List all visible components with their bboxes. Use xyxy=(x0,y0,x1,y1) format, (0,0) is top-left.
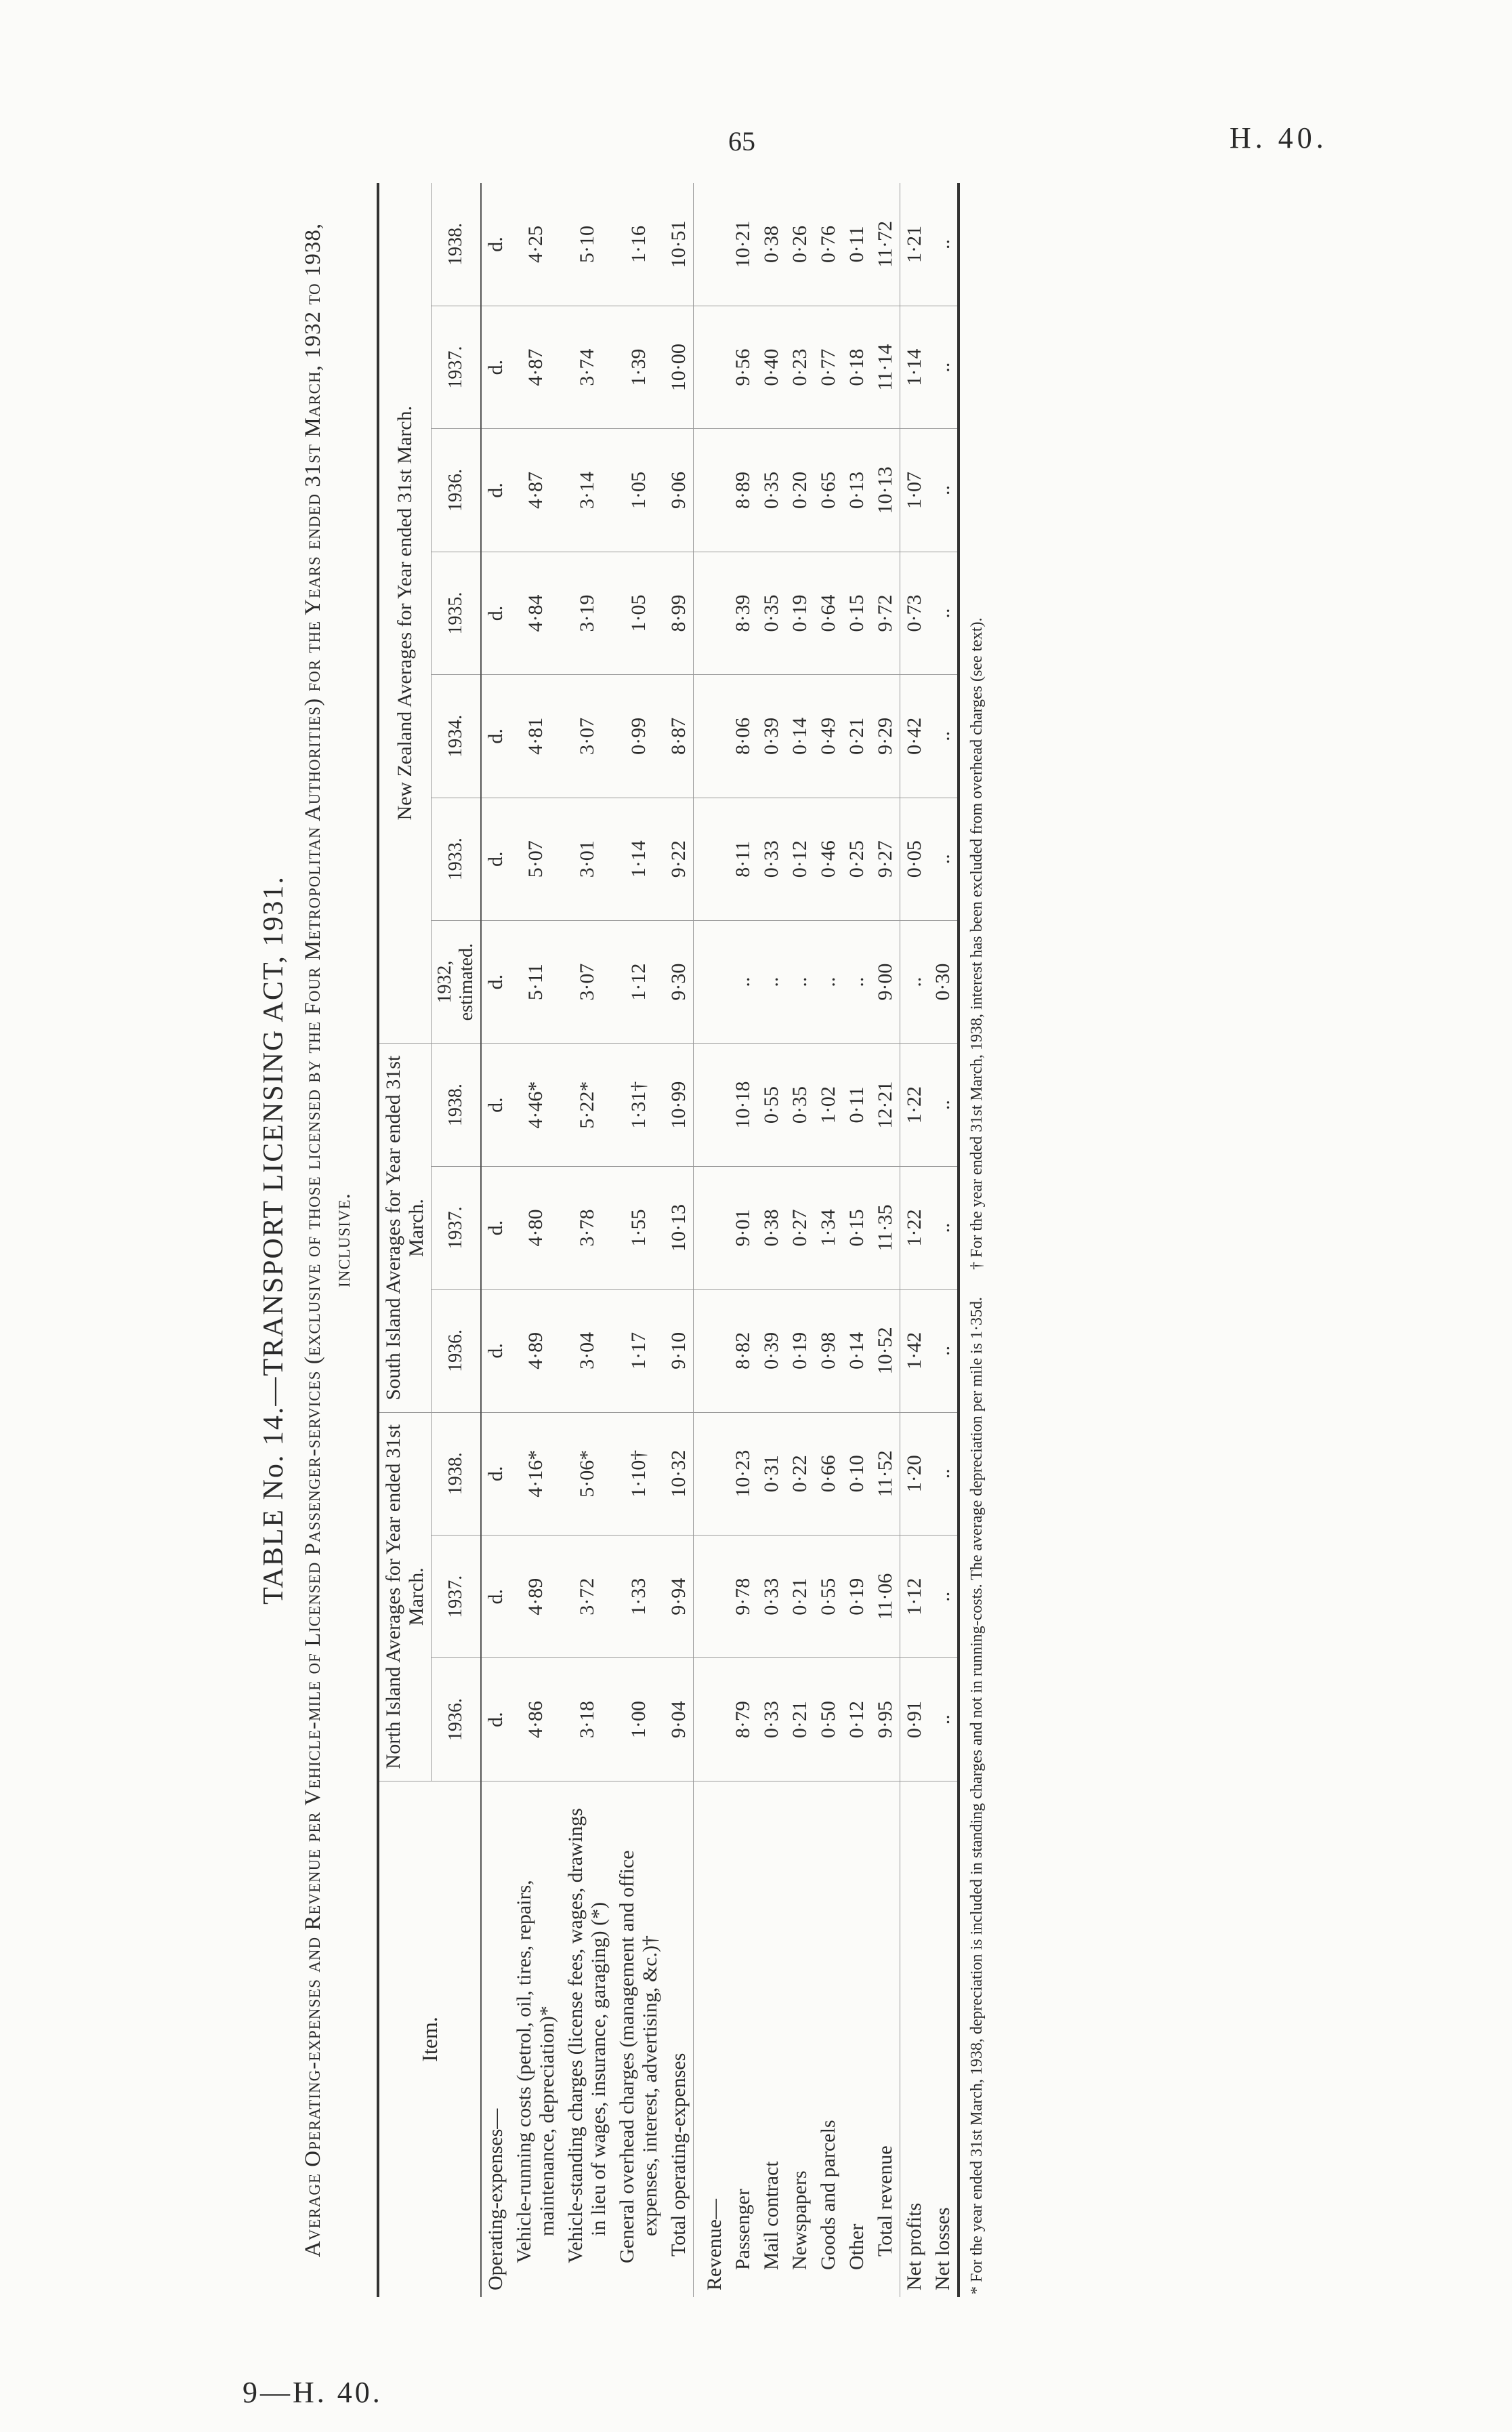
value-cell: .. xyxy=(729,920,757,1043)
unit-cell: d. xyxy=(481,183,510,306)
value-cell: 9·95 xyxy=(871,1658,900,1781)
value-cell: 3·74 xyxy=(562,306,613,428)
table-title: TABLE No. 14.—TRANSPORT LICENSING ACT, 1931. xyxy=(258,875,289,1605)
value-cell: 0·38 xyxy=(757,1166,786,1289)
value-cell: 0·21 xyxy=(786,1535,814,1657)
value-cell: 5·11 xyxy=(510,920,562,1043)
footnotes xyxy=(968,176,986,2294)
value-cell: 4·89 xyxy=(510,1290,562,1412)
value-cell: 0·91 xyxy=(900,1658,929,1781)
row-label: Newspapers xyxy=(789,2170,811,2270)
value-cell: 0·39 xyxy=(757,1290,786,1412)
row-label: Vehicle-running costs (petrol, oil, tires, repairs, maintenance, depreciation)* xyxy=(513,1880,558,2263)
new-zealand-header: New Zealand Averages for Year ended 31st March. xyxy=(378,183,432,1044)
value-cell: 0·30 xyxy=(929,920,959,1043)
value-cell: 1·02 xyxy=(814,1044,843,1166)
unit-row xyxy=(481,183,510,2297)
value-cell: 3·07 xyxy=(562,675,613,798)
value-cell: 0·73 xyxy=(900,552,929,674)
value-cell: 0·21 xyxy=(843,675,871,798)
value-cell: 5·06* xyxy=(562,1412,613,1535)
value-cell: 1·12 xyxy=(900,1535,929,1657)
value-cell: 9·30 xyxy=(665,920,694,1043)
value-cell: 1·34 xyxy=(814,1166,843,1289)
value-cell: 0·39 xyxy=(757,675,786,798)
value-cell: 1·12 xyxy=(613,920,665,1043)
value-cell: 0·26 xyxy=(786,183,814,306)
value-cell: 5·07 xyxy=(510,798,562,920)
value-cell: 1·05 xyxy=(613,552,665,674)
value-cell: 1·00 xyxy=(613,1658,665,1781)
item-header: Item. xyxy=(378,1781,481,2297)
year-header: 1937. xyxy=(432,1166,482,1289)
value-cell: 9·29 xyxy=(871,675,900,798)
value-cell: 0·15 xyxy=(843,552,871,674)
value-cell: 0·12 xyxy=(786,798,814,920)
unit-cell: d. xyxy=(481,1535,510,1657)
year-header: 1938. xyxy=(432,1044,482,1166)
value-cell: 0·35 xyxy=(757,552,786,674)
value-cell: .. xyxy=(843,920,871,1043)
value-cell: 9·00 xyxy=(871,920,900,1043)
value-cell: .. xyxy=(929,1658,959,1781)
value-cell: 1·05 xyxy=(613,429,665,552)
row-label: Net profits xyxy=(900,1781,929,2297)
value-cell: 8·79 xyxy=(729,1658,757,1781)
value-cell: 4·86 xyxy=(510,1658,562,1781)
value-cell: 1·55 xyxy=(613,1166,665,1289)
value-cell: 0·77 xyxy=(814,306,843,428)
value-cell: 5·22* xyxy=(562,1044,613,1166)
value-cell: 0·35 xyxy=(757,429,786,552)
value-cell: 9·78 xyxy=(729,1535,757,1657)
unit-cell: d. xyxy=(481,675,510,798)
value-cell: .. xyxy=(929,306,959,428)
table-row xyxy=(665,183,694,2297)
footnote: † For the year ended 31st March, 1938, interest has been excluded from overhead charges (see text). xyxy=(968,617,986,1270)
value-cell: 4·25 xyxy=(510,183,562,306)
value-cell: 5·10 xyxy=(562,183,613,306)
row-label: Total revenue xyxy=(874,2145,896,2256)
value-cell: 3·78 xyxy=(562,1166,613,1289)
value-cell: 3·14 xyxy=(562,429,613,552)
value-cell: 0·99 xyxy=(613,675,665,798)
unit-cell: d. xyxy=(481,1412,510,1535)
value-cell: .. xyxy=(929,798,959,920)
value-cell: 0·19 xyxy=(786,552,814,674)
value-cell: 0·12 xyxy=(843,1658,871,1781)
value-cell: 3·07 xyxy=(562,920,613,1043)
value-cell: 1·17 xyxy=(613,1290,665,1412)
value-cell: .. xyxy=(929,1044,959,1166)
south-island-header: South Island Averages for Year ended 31st March. xyxy=(378,1044,432,1412)
value-cell: 4·80 xyxy=(510,1166,562,1289)
value-cell: 0·21 xyxy=(786,1658,814,1781)
value-cell: 0·33 xyxy=(757,798,786,920)
value-cell: 0·35 xyxy=(786,1044,814,1166)
value-cell: 8·06 xyxy=(729,675,757,798)
value-cell: 0·55 xyxy=(757,1044,786,1166)
value-cell: 9·10 xyxy=(665,1290,694,1412)
value-cell: 1·14 xyxy=(613,798,665,920)
value-cell: 10·51 xyxy=(665,183,694,306)
value-cell: 9·22 xyxy=(665,798,694,920)
value-cell: 0·15 xyxy=(843,1166,871,1289)
value-cell: 8·11 xyxy=(729,798,757,920)
value-cell: .. xyxy=(786,920,814,1043)
year-header: 1936. xyxy=(432,429,482,552)
row-label: Total operating-expenses xyxy=(667,2053,690,2256)
value-cell: 0·38 xyxy=(757,183,786,306)
value-cell: 10·99 xyxy=(665,1044,694,1166)
value-cell: 4·87 xyxy=(510,429,562,552)
value-cell: 8·39 xyxy=(729,552,757,674)
value-cell: 9·06 xyxy=(665,429,694,552)
value-cell: 9·01 xyxy=(729,1166,757,1289)
table-row xyxy=(843,183,871,2297)
value-cell: 11·06 xyxy=(871,1535,900,1657)
value-cell: .. xyxy=(757,920,786,1043)
value-cell: 1·22 xyxy=(900,1166,929,1289)
value-cell: 8·99 xyxy=(665,552,694,674)
year-header: 1935. xyxy=(432,552,482,674)
year-header: 1934. xyxy=(432,675,482,798)
value-cell: .. xyxy=(929,1290,959,1412)
value-cell: 10·13 xyxy=(665,1166,694,1289)
value-cell: 0·19 xyxy=(843,1535,871,1657)
value-cell: .. xyxy=(929,1535,959,1657)
year-header: 1937. xyxy=(432,1535,482,1657)
value-cell: .. xyxy=(929,552,959,674)
value-cell: 9·72 xyxy=(871,552,900,674)
value-cell: 0·11 xyxy=(843,1044,871,1166)
value-cell: .. xyxy=(929,675,959,798)
value-cell: 4·81 xyxy=(510,675,562,798)
value-cell: 0·20 xyxy=(786,429,814,552)
table-row xyxy=(900,183,929,2297)
value-cell: 0·49 xyxy=(814,675,843,798)
value-cell: 0·23 xyxy=(786,306,814,428)
value-cell: 8·82 xyxy=(729,1290,757,1412)
value-cell: 0·33 xyxy=(757,1535,786,1657)
value-cell: 10·52 xyxy=(871,1290,900,1412)
value-cell: 1·22 xyxy=(900,1044,929,1166)
value-cell: 4·16* xyxy=(510,1412,562,1535)
value-cell: 0·19 xyxy=(786,1290,814,1412)
row-label: Vehicle-standing charges (license fees, wages, drawings in lieu of wages, insurance, garaging) (*) xyxy=(564,1808,610,2263)
value-cell: 1·39 xyxy=(613,306,665,428)
value-cell: 11·52 xyxy=(871,1412,900,1535)
value-cell: 3·01 xyxy=(562,798,613,920)
row-label: Passenger xyxy=(732,2189,754,2270)
value-cell: 3·04 xyxy=(562,1290,613,1412)
table-row xyxy=(929,183,959,2297)
table-row xyxy=(613,183,665,2297)
value-cell: 10·21 xyxy=(729,183,757,306)
value-cell: .. xyxy=(900,920,929,1043)
value-cell: 11·72 xyxy=(871,183,900,306)
value-cell: 10·13 xyxy=(871,429,900,552)
value-cell: 4·46* xyxy=(510,1044,562,1166)
value-cell: 3·72 xyxy=(562,1535,613,1657)
value-cell: .. xyxy=(929,1166,959,1289)
value-cell: 9·56 xyxy=(729,306,757,428)
value-cell: 12·21 xyxy=(871,1044,900,1166)
unit-cell: d. xyxy=(481,306,510,428)
table-row xyxy=(786,183,814,2297)
value-cell: 8·87 xyxy=(665,675,694,798)
printer-signature: 9—H. 40. xyxy=(243,2376,383,2409)
value-cell: 0·64 xyxy=(814,552,843,674)
value-cell: .. xyxy=(929,1412,959,1535)
year-header: 1932, estimated. xyxy=(432,920,482,1043)
value-cell: 10·32 xyxy=(665,1412,694,1535)
value-cell: 3·19 xyxy=(562,552,613,674)
value-cell: 0·65 xyxy=(814,429,843,552)
value-cell: 1·16 xyxy=(613,183,665,306)
value-cell: 0·10 xyxy=(843,1412,871,1535)
table-row xyxy=(871,183,900,2297)
table-row xyxy=(562,183,613,2297)
value-cell: 1·20 xyxy=(900,1412,929,1535)
row-label: Goods and parcels xyxy=(817,2120,839,2270)
row-label: Mail contract xyxy=(760,2161,782,2270)
unit-cell: d. xyxy=(481,552,510,674)
value-cell: .. xyxy=(929,429,959,552)
value-cell: 3·18 xyxy=(562,1658,613,1781)
value-cell: 11·14 xyxy=(871,306,900,428)
year-header: 1938. xyxy=(432,183,482,306)
value-cell: 1·33 xyxy=(613,1535,665,1657)
value-cell: 0·55 xyxy=(814,1535,843,1657)
rotated-table-page xyxy=(244,176,1246,2304)
unit-cell: d. xyxy=(481,1290,510,1412)
unit-cell: d. xyxy=(481,1658,510,1781)
value-cell: 0·98 xyxy=(814,1290,843,1412)
row-label: Other xyxy=(845,2223,868,2270)
value-cell: 0·42 xyxy=(900,675,929,798)
unit-cell: d. xyxy=(481,920,510,1043)
value-cell: 0·66 xyxy=(814,1412,843,1535)
value-cell: 1·42 xyxy=(900,1290,929,1412)
value-cell: 0·05 xyxy=(900,798,929,920)
north-island-header: North Island Averages for Year ended 31st March. xyxy=(378,1412,432,1781)
value-cell: 0·11 xyxy=(843,183,871,306)
year-header: 1938. xyxy=(432,1412,482,1535)
section-row xyxy=(694,183,730,2297)
year-header: 1933. xyxy=(432,798,482,920)
unit-cell: d. xyxy=(481,798,510,920)
value-cell: 0·31 xyxy=(757,1412,786,1535)
table-row xyxy=(814,183,843,2297)
value-cell: 4·89 xyxy=(510,1535,562,1657)
value-cell: 1·14 xyxy=(900,306,929,428)
revenue-section-label: Revenue— xyxy=(694,1781,730,2297)
value-cell: 0·25 xyxy=(843,798,871,920)
value-cell: 0·22 xyxy=(786,1412,814,1535)
value-cell: 10·23 xyxy=(729,1412,757,1535)
value-cell: 0·76 xyxy=(814,183,843,306)
value-cell: 9·27 xyxy=(871,798,900,920)
value-cell: 4·84 xyxy=(510,552,562,674)
value-cell: 8·89 xyxy=(729,429,757,552)
table-subtitle: Average Operating-expenses and Revenue per Vehicle-mile of Licensed Passenger-services (exclusive of those licensed by the Four Metropolitan Authorities) for the Years ended 31st March, 1932 to 1938, inclusive. xyxy=(301,222,355,2258)
value-cell: 1·07 xyxy=(900,429,929,552)
row-label: Net losses xyxy=(929,1781,959,2297)
operating-section-label: Operating-expenses— xyxy=(484,2108,507,2290)
value-cell: 9·94 xyxy=(665,1535,694,1657)
value-cell: .. xyxy=(814,920,843,1043)
value-cell: 10·00 xyxy=(665,306,694,428)
value-cell: 4·87 xyxy=(510,306,562,428)
table-row xyxy=(757,183,786,2297)
page-number: 65 xyxy=(728,126,755,157)
year-header: 1936. xyxy=(432,1658,482,1781)
year-header: 1937. xyxy=(432,306,482,428)
value-cell: 1·31† xyxy=(613,1044,665,1166)
table-row xyxy=(729,183,757,2297)
value-cell: 9·04 xyxy=(665,1658,694,1781)
value-cell: 0·13 xyxy=(843,429,871,552)
value-cell: 0·40 xyxy=(757,306,786,428)
footnote: * For the year ended 31st March, 1938, depreciation is included in standing charges and not in running-costs. The average depreciation per mile is 1·35d. xyxy=(968,1296,986,2294)
value-cell: 0·50 xyxy=(814,1658,843,1781)
row-label: General overhead charges (management and office expenses, interest, advertising, &c.)† xyxy=(616,1850,661,2263)
value-cell: 11·35 xyxy=(871,1166,900,1289)
value-cell: 0·14 xyxy=(843,1290,871,1412)
value-cell: 1·10† xyxy=(613,1412,665,1535)
value-cell: 0·18 xyxy=(843,306,871,428)
value-cell: .. xyxy=(929,183,959,306)
value-cell: 1·21 xyxy=(900,183,929,306)
unit-cell: d. xyxy=(481,429,510,552)
unit-cell: d. xyxy=(481,1044,510,1166)
value-cell: 0·14 xyxy=(786,675,814,798)
header-group-row xyxy=(378,183,432,2297)
value-cell: 0·46 xyxy=(814,798,843,920)
unit-cell: d. xyxy=(481,1166,510,1289)
document-reference: H. 40. xyxy=(1230,121,1328,154)
value-cell: 0·27 xyxy=(786,1166,814,1289)
data-table xyxy=(377,183,960,2297)
year-header: 1936. xyxy=(432,1290,482,1412)
value-cell: 10·18 xyxy=(729,1044,757,1166)
value-cell: 0·33 xyxy=(757,1658,786,1781)
table-row xyxy=(510,183,562,2297)
